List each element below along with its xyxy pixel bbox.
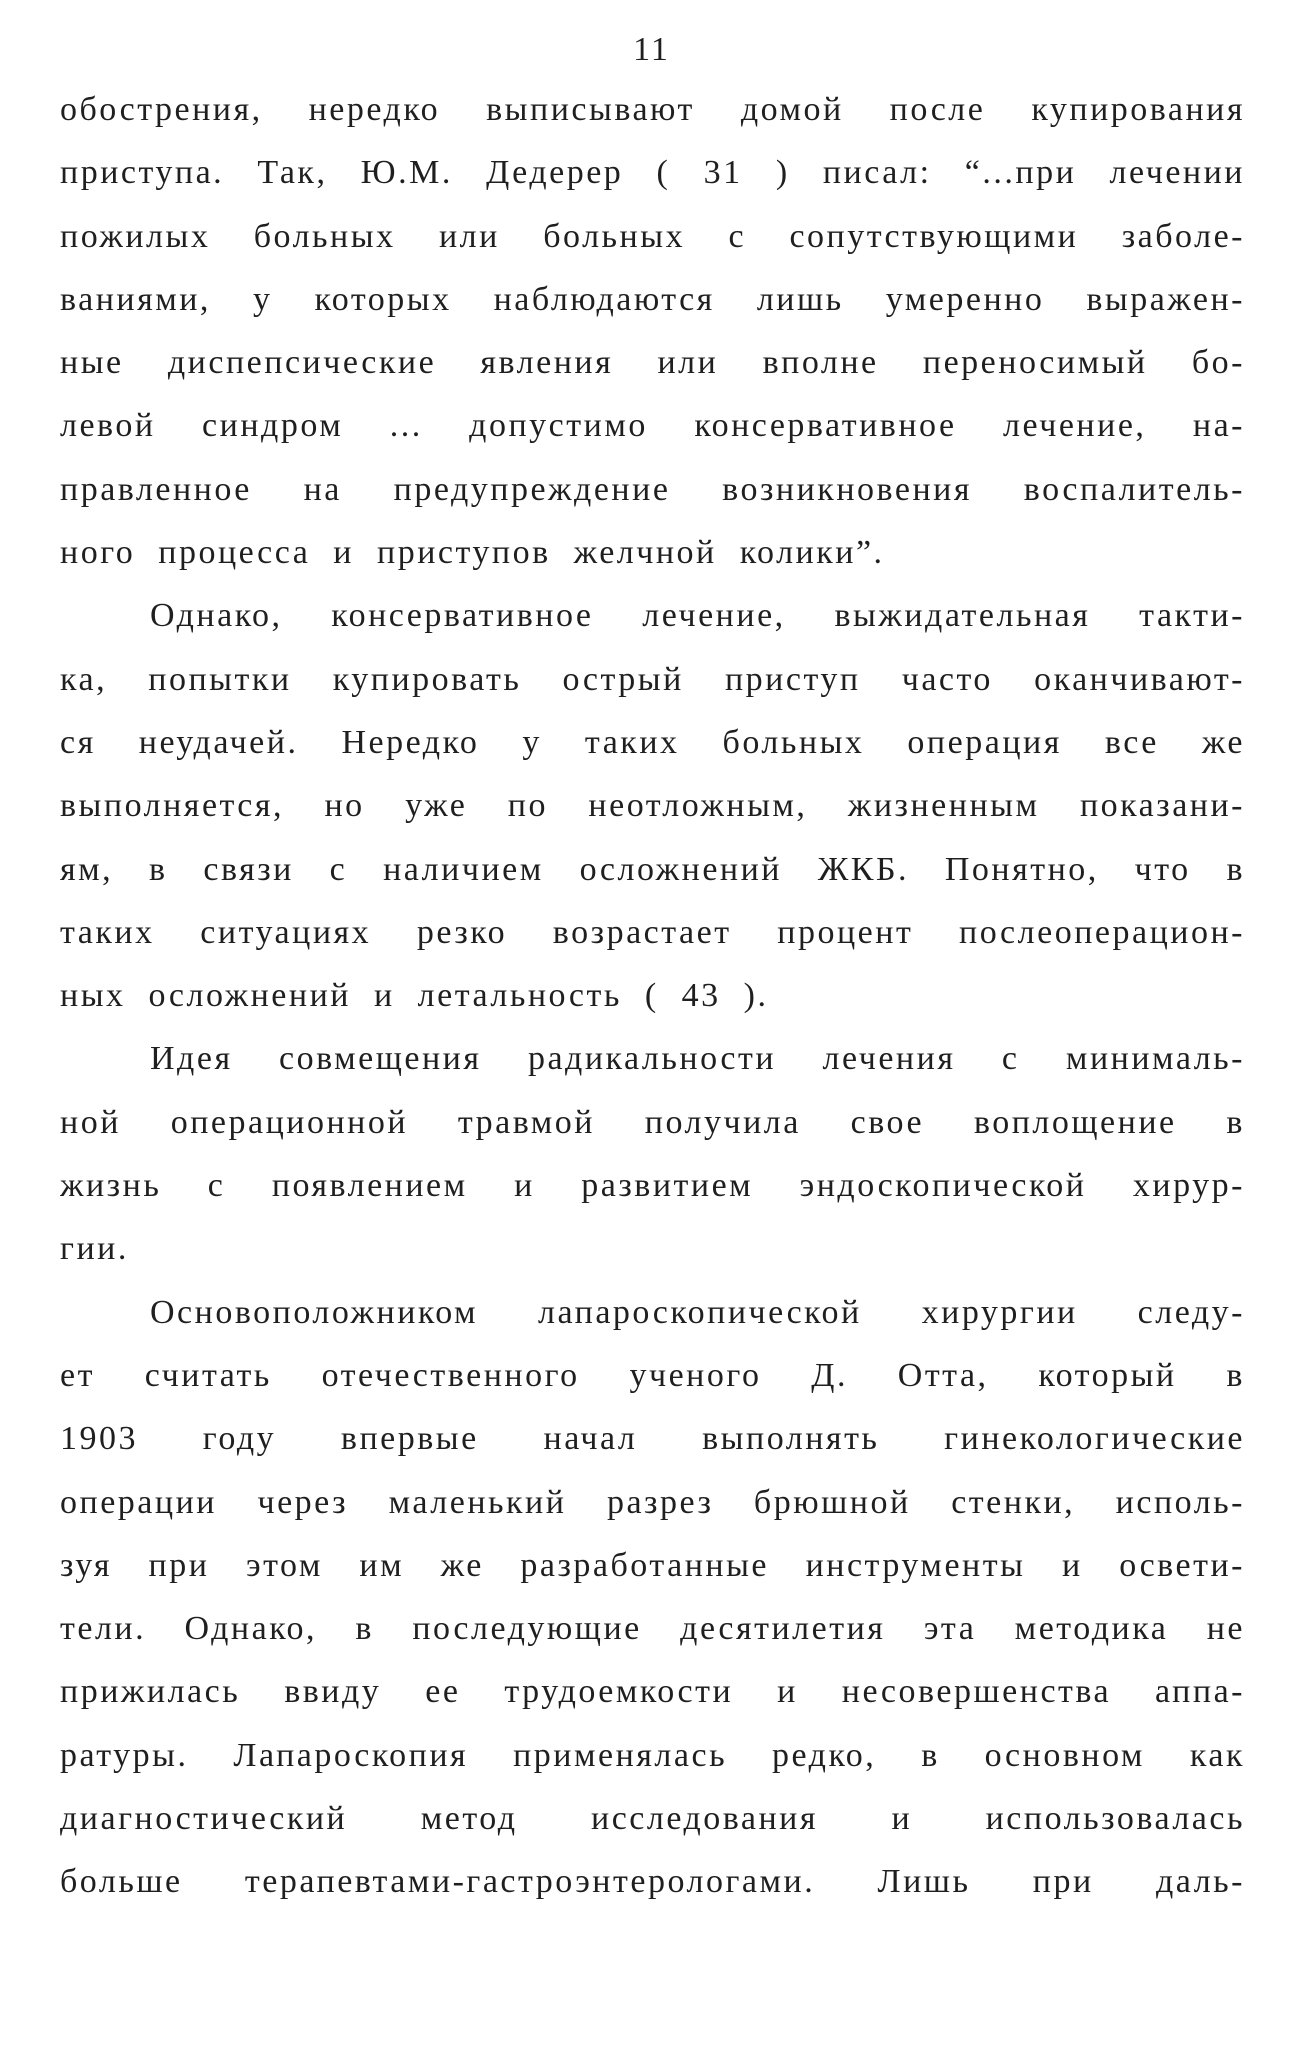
text-line: ет считать отечественного ученого Д. Отта, который в: [60, 1356, 1245, 1394]
text-line: выполняется, но уже по неотложным, жизненным показани-: [60, 787, 1245, 825]
text-line: больше терапевтами-гастроэнтерологами. Лишь при даль-: [60, 1863, 1245, 1901]
text-line: ка, попытки купировать острый приступ часто оканчивают-: [60, 660, 1245, 698]
text-line: левой синдром ... допустимо консервативное лечение, на-: [60, 407, 1245, 445]
text-line: тели. Однако, в последующие десятилетия эта методика не: [60, 1610, 1245, 1648]
body-text: [60, 78, 1245, 1914]
text-line: ного процесса и приступов желчной колики”.: [60, 534, 885, 572]
text-line: гии.: [60, 1230, 129, 1268]
text-line: ваниями, у которых наблюдаются лишь умеренно выражен-: [60, 280, 1245, 318]
text-line: приступа. Так, Ю.М. Дедерер ( 31 ) писал: “...при лечении: [60, 154, 1245, 192]
text-line: 1903 году впервые начал выполнять гинекологические: [60, 1420, 1245, 1458]
text-line: ных осложнений и летальность ( 43 ).: [60, 977, 769, 1015]
text-line: операции через маленький разрез брюшной стенки, исполь-: [60, 1483, 1245, 1521]
text-line: жизнь с появлением и развитием эндоскопической хирур-: [60, 1167, 1245, 1205]
text-line: ной операционной травмой получила свое воплощение в: [60, 1103, 1245, 1141]
text-line: Основоположником лапароскопической хирургии следу-: [150, 1293, 1245, 1331]
text-line: правленное на предупреждение возникновения воспалитель-: [60, 470, 1245, 508]
text-line: ные диспепсические явления или вполне переносимый бо-: [60, 344, 1245, 382]
text-line: ям, в связи с наличием осложнений ЖКБ. Понятно, что в: [60, 850, 1245, 888]
text-line: таких ситуациях резко возрастает процент послеоперацион-: [60, 913, 1245, 951]
text-line: обострения, нередко выписывают домой после купирования: [60, 91, 1245, 128]
text-line: Однако, консервативное лечение, выжидательная такти-: [150, 597, 1245, 635]
text-line: ся неудачей. Нередко у таких больных операция все же: [60, 723, 1245, 761]
text-line: зуя при этом им же разработанные инструменты и освети-: [60, 1546, 1245, 1584]
page-number: 11: [633, 31, 670, 68]
text-line: диагностический метод исследования и использовалась: [60, 1800, 1245, 1838]
text-line: прижилась ввиду ее трудоемкости и несовершенства аппа-: [60, 1673, 1245, 1711]
text-line: Идея совмещения радикальности лечения с минималь-: [150, 1040, 1245, 1078]
text-line: ратуры. Лапароскопия применялась редко, в основном как: [60, 1736, 1245, 1774]
text-line: пожилых больных или больных с сопутствующими заболе-: [60, 217, 1245, 255]
